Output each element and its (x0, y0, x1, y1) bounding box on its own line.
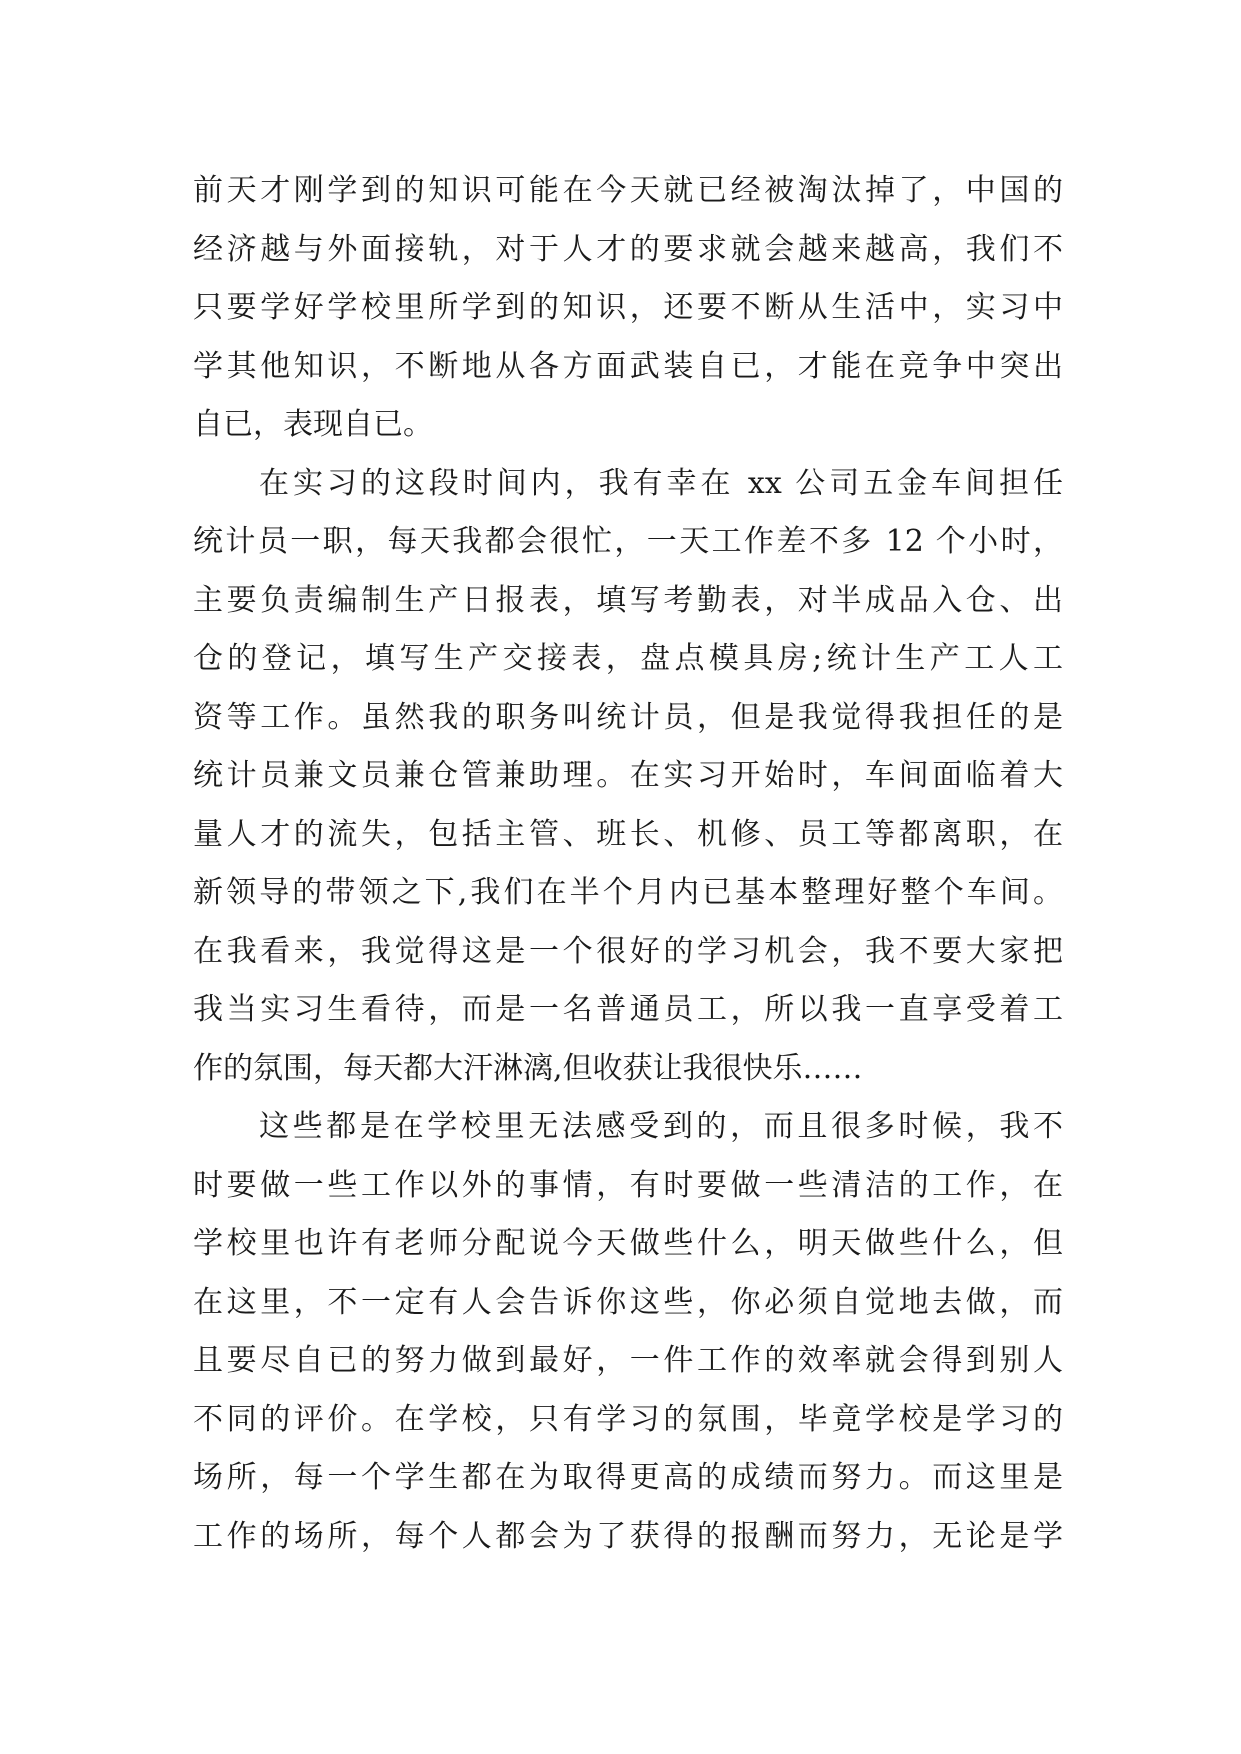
text-line: 在这里，不一定有人会告诉你这些，你必须自觉地去做，而 (193, 1284, 1063, 1320)
text-line: 统计员一职，每天我都会很忙，一天工作差不多 12 个小时， (193, 524, 1063, 559)
text-line: 主要负责编制生产日报表，填写考勤表，对半成品入仓、出 (193, 582, 1063, 618)
text-line: 不同的评价。在学校，只有学习的氛围，毕竟学校是学习的 (193, 1401, 1063, 1437)
text-line: 仓的登记，填写生产交接表，盘点模具房;统计生产工人工 (193, 641, 1063, 676)
text-line: 在我看来，我觉得这是一个很好的学习机会，我不要大家把 (193, 933, 1063, 969)
text-line: 学其他知识，不断地从各方面武装自已，才能在竞争中突出 (193, 348, 1063, 384)
text-line: 前天才刚学到的知识可能在今天就已经被淘汰掉了，中国的 (193, 173, 1063, 208)
text-line: 自已，表现自已。 (193, 407, 433, 442)
text-line: 作的氛围，每天都大汗淋漓,但收获让我很快乐…… (193, 1050, 863, 1086)
text-line: 经济越与外面接轨，对于人才的要求就会越来越高，我们不 (193, 231, 1063, 267)
text-line: 新领导的带领之下,我们在半个月内已基本整理好整个车间。 (193, 875, 1063, 910)
text-line: 时要做一些工作以外的事情，有时要做一些清洁的工作，在 (193, 1167, 1063, 1203)
paragraph-first-line: 这些都是在学校里无法感受到的，而且很多时候，我不 (259, 1109, 1063, 1144)
text-line: 资等工作。虽然我的职务叫统计员，但是我觉得我担任的是 (193, 699, 1063, 735)
text-line: 只要学好学校里所学到的知识，还要不断从生活中，实习中 (193, 290, 1063, 325)
body-text (193, 162, 1063, 1566)
text-line: 统计员兼文员兼仓管兼助理。在实习开始时，车间面临着大 (193, 758, 1063, 793)
text-line: 我当实习生看待，而是一名普通员工，所以我一直享受着工 (193, 992, 1063, 1027)
text-line: 场所，每一个学生都在为取得更高的成绩而努力。而这里是 (193, 1460, 1063, 1495)
text-line: 且要尽自已的努力做到最好，一件工作的效率就会得到别人 (193, 1343, 1063, 1378)
text-line: 量人才的流失，包括主管、班长、机修、员工等都离职，在 (193, 816, 1063, 852)
text-line: 工作的场所，每个人都会为了获得的报酬而努力，无论是学 (193, 1518, 1063, 1554)
paragraph-first-line: 在实习的这段时间内，我有幸在 xx 公司五金车间担任 (259, 465, 1063, 501)
text-line: 学校里也许有老师分配说今天做些什么，明天做些什么，但 (193, 1226, 1063, 1261)
